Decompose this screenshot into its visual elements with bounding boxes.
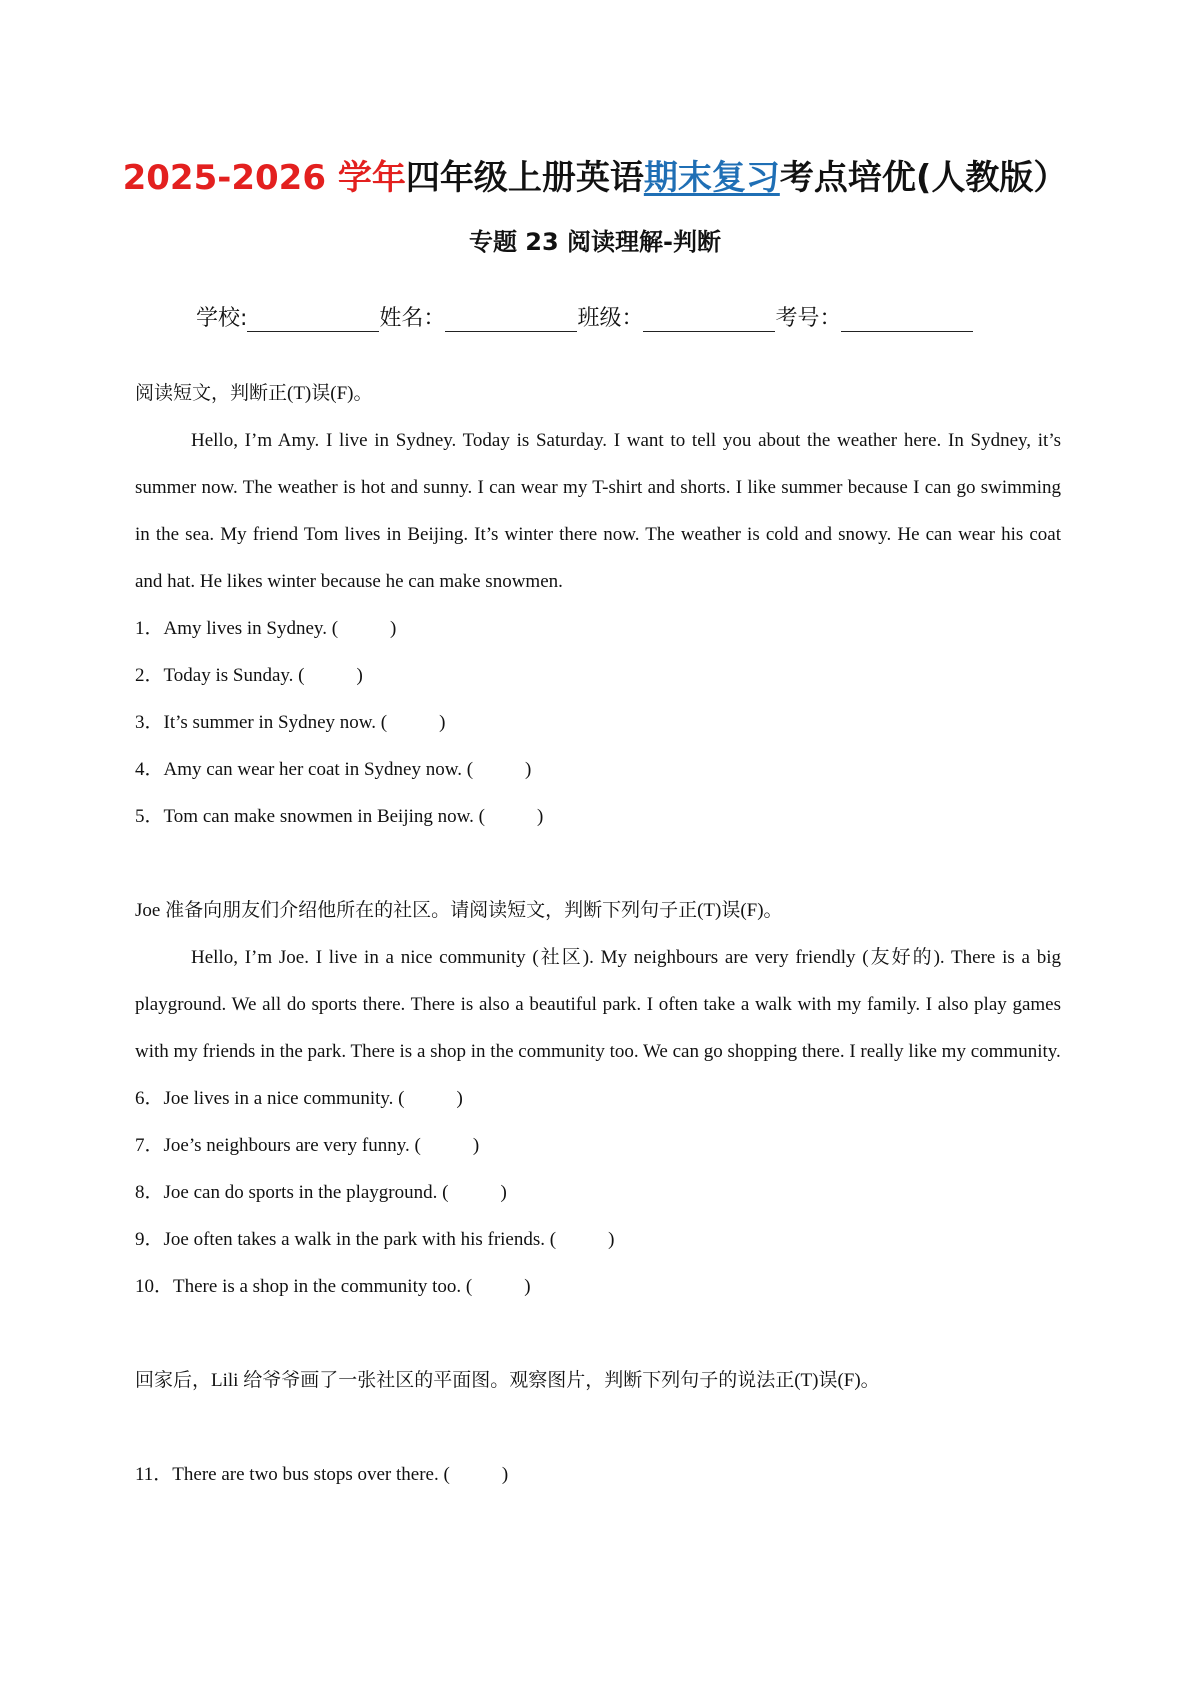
question-close: ) bbox=[525, 759, 532, 780]
question-close: ) bbox=[524, 1276, 531, 1297]
question-close: ) bbox=[356, 665, 363, 686]
question-text: There are two bus stops over there. ( bbox=[172, 1464, 450, 1485]
question-close: ) bbox=[472, 1135, 480, 1156]
name-blank[interactable] bbox=[445, 309, 577, 332]
question-number: 5． bbox=[135, 806, 164, 827]
question-item bbox=[135, 1263, 1061, 1310]
school-label: 学校: bbox=[196, 306, 248, 331]
school-blank[interactable] bbox=[247, 309, 379, 332]
question-item bbox=[135, 652, 1061, 699]
question-number: 9． bbox=[135, 1229, 164, 1250]
title-edition: 考点培优(人教版） bbox=[779, 158, 1068, 198]
title-review: 期末复习 bbox=[643, 158, 780, 198]
question-number: 10． bbox=[135, 1276, 174, 1297]
question-close: ) bbox=[501, 1464, 509, 1485]
number-label: 考号： bbox=[775, 306, 842, 331]
class-label: 班级： bbox=[577, 306, 644, 331]
number-blank[interactable] bbox=[841, 309, 973, 332]
question-item bbox=[135, 793, 1061, 840]
section2-passage: Hello, I’m Joe. I live in a nice community (社区). My neighbours are very friendly (友好的). There is a big playground. We all do sports there. There is also a beautiful park. I often take a walk with my family. I also play games with my friends in the park. There is a shop in the community too. We can go shopping there. I really like my community. bbox=[135, 947, 1061, 1062]
question-text: Joe often takes a walk in the park with his friends. ( bbox=[163, 1229, 557, 1250]
section1-instruction: 阅读短文，判断正(T)误(F)。 bbox=[135, 383, 373, 404]
question-item bbox=[135, 699, 1061, 746]
question-text: Tom can make snowmen in Beijing now. ( bbox=[163, 806, 485, 827]
figure-placeholder-spacer bbox=[135, 1404, 1061, 1451]
question-number: 3． bbox=[135, 712, 164, 733]
question-item bbox=[135, 1122, 1061, 1169]
question-text: It’s summer in Sydney now. ( bbox=[163, 712, 388, 733]
question-number: 1． bbox=[135, 618, 164, 639]
question-close: ) bbox=[439, 712, 446, 733]
question-item bbox=[135, 1169, 1061, 1216]
section-spacer bbox=[135, 840, 1061, 887]
page-subtitle: 专题 23 阅读理解-判断 bbox=[468, 228, 722, 256]
question-text: There is a shop in the community too. ( bbox=[173, 1276, 473, 1297]
question-number: 11． bbox=[135, 1464, 173, 1485]
question-number: 4． bbox=[135, 759, 164, 780]
question-item bbox=[135, 1216, 1061, 1263]
question-close: ) bbox=[390, 618, 397, 639]
section-spacer bbox=[135, 1310, 1061, 1357]
question-text: Amy lives in Sydney. ( bbox=[163, 618, 339, 639]
title-year: 2025-2026 学年 bbox=[122, 158, 406, 198]
question-text: Joe’s neighbours are very funny. ( bbox=[163, 1135, 421, 1156]
question-item bbox=[135, 605, 1061, 652]
student-info-line bbox=[196, 301, 973, 332]
page-title bbox=[0, 150, 1190, 199]
question-number: 8． bbox=[135, 1182, 164, 1203]
question-number: 6． bbox=[135, 1088, 164, 1109]
question-close: ) bbox=[608, 1229, 615, 1250]
section3-instruction: 回家后，Lili 给爷爷画了一张社区的平面图。观察图片，判断下列句子的说法正(T)误(F)。 bbox=[135, 1370, 880, 1391]
question-number: 7． bbox=[135, 1135, 164, 1156]
question-close: ) bbox=[536, 806, 544, 827]
section1-passage: Hello, I’m Amy. I live in Sydney. Today is Saturday. I want to tell you about the weather here. In Sydney, it’s summer now. The weather is hot and sunny. I can wear my T-shirt and shorts. I like summer because I can go swimming in the sea. My friend Tom lives in Beijing. It’s winter there now. The weather is cold and snowy. He can wear his coat and hat. He likes winter because he can make snowmen. bbox=[135, 430, 1061, 592]
question-number: 2． bbox=[135, 665, 164, 686]
question-item bbox=[135, 1451, 1061, 1498]
question-item bbox=[135, 746, 1061, 793]
title-grade: 四年级上册英语 bbox=[405, 158, 644, 198]
worksheet-content bbox=[135, 370, 1061, 1498]
class-blank[interactable] bbox=[643, 309, 775, 332]
question-close: ) bbox=[500, 1182, 507, 1203]
question-text: Amy can wear her coat in Sydney now. ( bbox=[163, 759, 474, 780]
question-item bbox=[135, 1075, 1061, 1122]
section2-instruction: Joe 准备向朋友们介绍他所在的社区。请阅读短文，判断下列句子正(T)误(F)。 bbox=[135, 900, 783, 921]
question-text: Today is Sunday. ( bbox=[163, 665, 305, 686]
name-label: 姓名： bbox=[379, 306, 446, 331]
question-close: ) bbox=[456, 1088, 463, 1109]
question-text: Joe lives in a nice community. ( bbox=[163, 1088, 405, 1109]
question-text: Joe can do sports in the playground. ( bbox=[163, 1182, 449, 1203]
